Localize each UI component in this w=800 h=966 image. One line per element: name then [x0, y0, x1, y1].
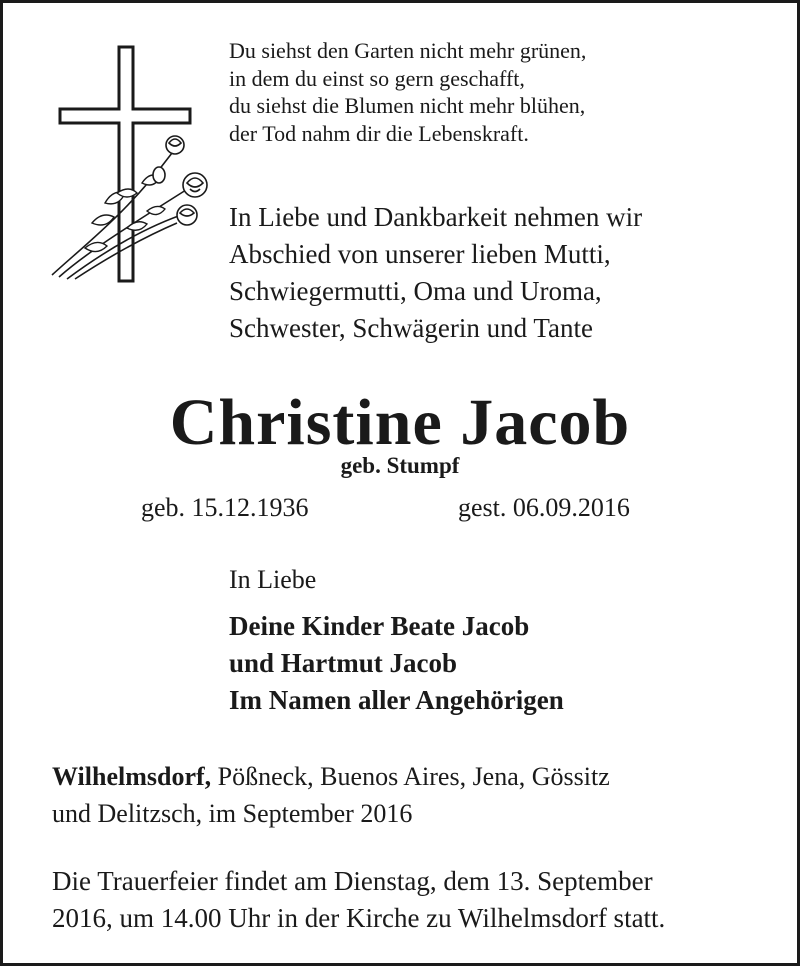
intro-line: Schwester, Schwägerin und Tante	[229, 313, 593, 343]
intro-line: In Liebe und Dankbarkeit nehmen wir	[229, 202, 643, 232]
death-date: gest. 06.09.2016	[458, 493, 630, 522]
cross-with-roses-icon	[47, 43, 217, 288]
maiden-name: geb. Stumpf	[340, 453, 460, 478]
signer-line: Deine Kinder Beate Jacob	[229, 611, 530, 641]
deceased-name: Christine Jacob	[169, 386, 631, 459]
signer-line: Im Namen aller Angehörigen	[229, 685, 564, 715]
other-towns: Pößneck, Buenos Aires, Jena, Gössitz	[217, 762, 610, 791]
poem-line: du siehst die Blumen nicht mehr blühen,	[229, 93, 586, 118]
place-and-date	[52, 758, 610, 832]
place-line	[52, 758, 610, 795]
farewell-intro	[229, 199, 642, 347]
service-line: Die Trauerfeier findet am Dienstag, dem 13. September	[52, 866, 653, 896]
intro-line: Schwiegermutti, Oma und Uroma,	[229, 276, 602, 306]
birth-date: geb. 15.12.1936	[141, 493, 309, 522]
place-line: und Delitzsch, im September 2016	[52, 799, 413, 828]
signer-line: und Hartmut Jacob	[229, 648, 458, 678]
poem	[229, 37, 586, 147]
poem-line: der Tod nahm dir die Lebenskraft.	[229, 120, 529, 146]
poem-line: in dem du einst so gern geschafft,	[229, 65, 525, 91]
closing-greeting: In Liebe	[229, 565, 317, 594]
service-line: 2016, um 14.00 Uhr in der Kirche zu Wilhelmsdorf statt.	[52, 903, 666, 933]
poem-line: Du siehst den Garten nicht mehr grünen,	[229, 38, 587, 63]
intro-line: Abschied von unserer lieben Mutti,	[229, 239, 611, 269]
home-town: Wilhelmsdorf,	[52, 762, 212, 791]
signers	[229, 608, 564, 719]
funeral-service-notice	[52, 863, 665, 937]
